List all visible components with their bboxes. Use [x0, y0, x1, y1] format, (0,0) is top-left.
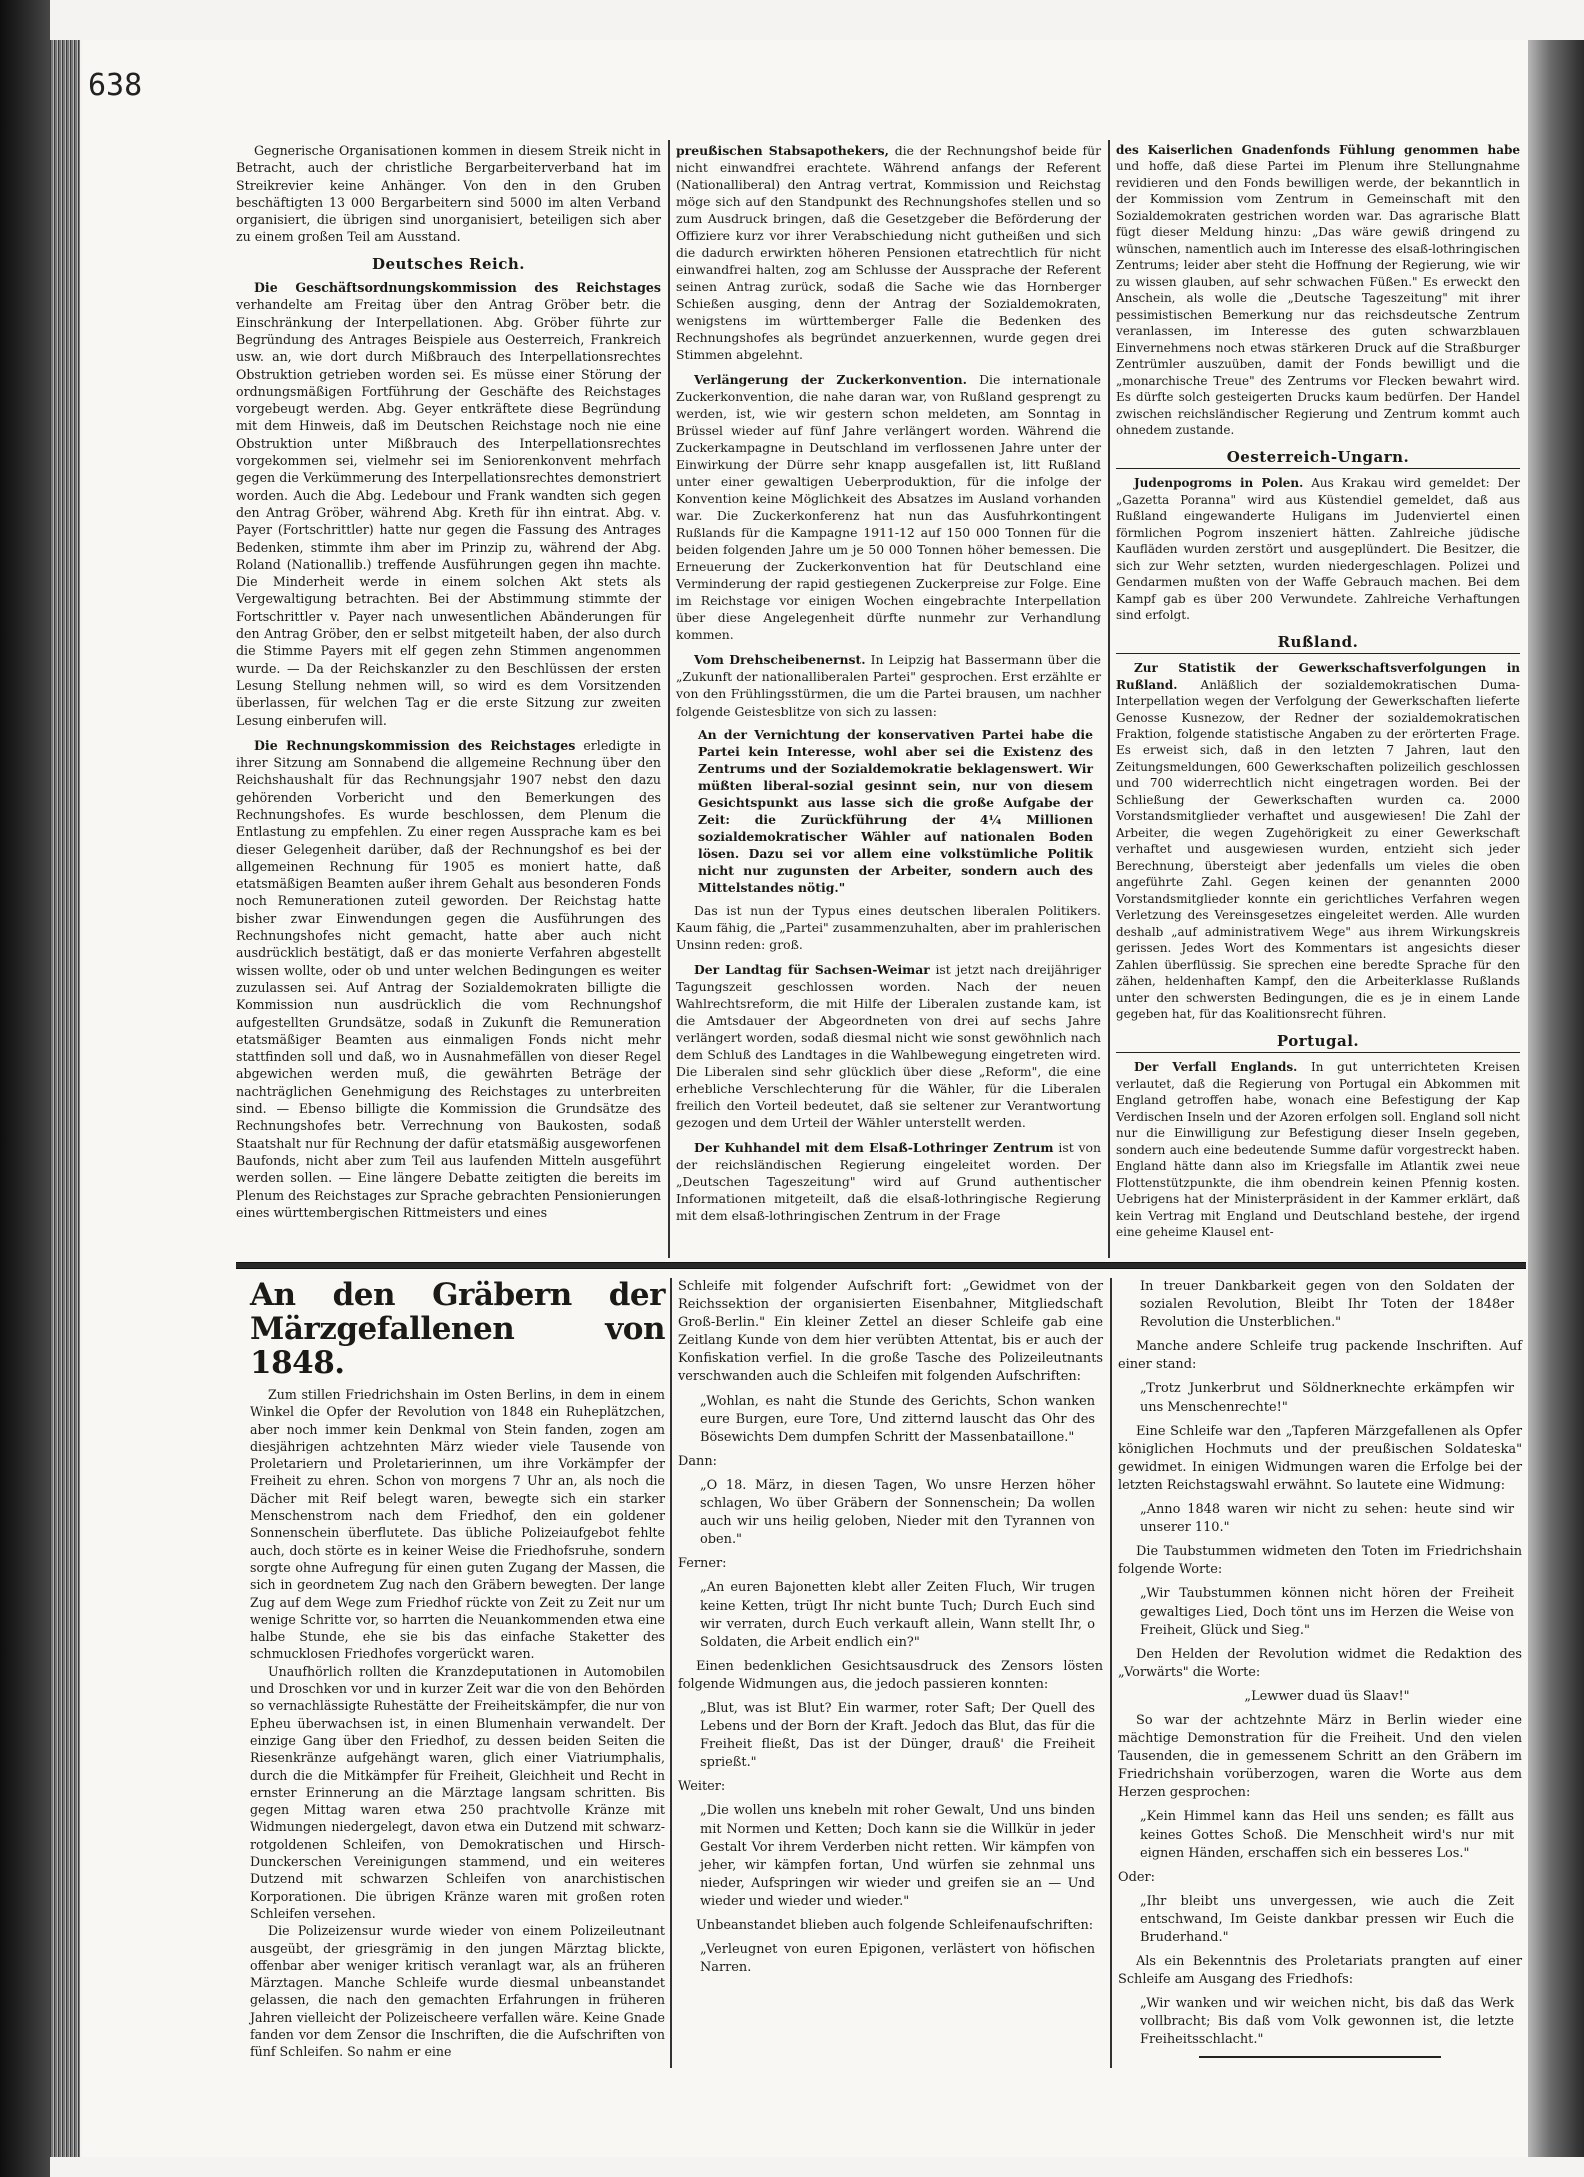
article-typus: Das ist nun der Typus eines deutschen liberalen Politikers. Kaum fähig, die „Partei" zusammenzuhalten, aber im prahlerischen Unsinn reden: groß. [676, 902, 1101, 952]
quote-text: „O 18. März, in diesen Tagen, Wo unsre Herzen höher schlagen, Wo über Gräbern der Sonnenschein; Da wollen auch wir uns heilig geloben, Nieder mit den Tyrannen von oben." [700, 1477, 1095, 1548]
article-body: In gut unterrichteten Kreisen verlautet, daß die Regierung von Portugal ein Abkommen mit England getroffen habe, wonach eine Befestigung der Kap Verdischen Inseln und der Azoren erfolgen soll. England soll nicht nur die Einwilligung zur Befestigung dieser Inseln gegeben, sondern auch eine bedeutende Summe dafür vorgestreckt haben. England hätte dann also im Kriegsfalle im Atlantik zwei neue Flottenstützpunkte, die ihm obendrein keinen Pfennig kosten. Uebrigens hat der Ministerpräsident in der Kammer erklärt, daß kein Vertrag mit England und Deutschland bestehe, der irgend eine geheime Klausel ent- [1116, 1060, 1520, 1240]
quote-text: „Blut, was ist Blut? Ein warmer, roter Saft; Der Quell des Lebens und der Born der Kraft. Jedoch das Blut, das für die Freiheit fließt, Das ist der Dünger, drauß' die Freiheit sprießt." [700, 1700, 1095, 1771]
ribbon-inscription [1118, 1278, 1522, 1332]
feature-column-1 [250, 1278, 665, 2061]
feature-paragraph: Die Taubstummen widmeten den Toten im Friedrichshain folgende Worte: [1118, 1544, 1522, 1578]
article-lead: Judenpogroms in Polen. [1134, 476, 1304, 491]
ribbon-inscription [678, 1477, 1103, 1549]
end-rule [1199, 2056, 1441, 2058]
article-landtag [676, 961, 1101, 1131]
article-gewerkschaftsverfolgungen [1116, 660, 1520, 1023]
article-lead: Verlängerung der Zuckerkonvention. [694, 372, 967, 388]
article-body: Die internationale Zuckerkonvention, die nahe daran war, von Rußland gesprengt zu werden, ist, wie wir gestern schon meldeten, am Sonntag in Brüssel wieder auf fünf Jahre verlängert worden. Während die Zuckerkampagne in Deutschland im verflossenen Jahre unter der Einwirkung der Dürre sehr knapp ausgefallen ist, litt Rußland unter einer gewaltigen Ueberproduktion, für die infolge der Konvention keine Möglichkeit des Absatzes im Ausland vorhanden war. Die Zuckerkonferenz hat nun das Ausfuhrkontingent Rußlands für die Kampagne 1911-12 auf 150 000 Tonnen für die beiden folgenden Jahre um je 50 000 Tonnen höher bemessen. Die Erneuerung der Zuckerkonvention hat für Deutschland eine Verminderung der rapid gestiegenen Zuckerpreise zur Folge. Eine im Reichstage vor einigen Wochen eingebrachte Interpellation über diese Angelegenheit dürfte nunmehr zur Verhandlung kommen. [676, 372, 1101, 643]
article-body: ist jetzt nach dreijähriger Tagungszeit geschlossen worden. Nach der neuen Wahlrechtsreform, die mit Hilfe der Liberalen zustande kam, ist die Amtsdauer der Abgeordneten von drei auf sechs Jahre verlängert worden, sodaß diesmal nicht wie sonst gewöhnlich nach dem Schluß des Landtages in die Wahlbewegung eingetreten wird. Die Liberalen sind sehr glücklich über diese „Reform", die eine erhebliche Verschlechterung für die Wähler, für die Liberalen freilich den Vorteil bedeutet, daß sie seltener zur Verantwortung gezogen und dem Urteil der Wähler unterstellt werden. [676, 961, 1101, 1130]
article-lead: Die Geschäftsordnungskommission des Reichstages [254, 280, 661, 296]
quote-text: „An euren Bajonetten klebt aller Zeiten Fluch, Wir trugen keine Ketten, trügt Ihr nicht bunte Tuch; Durch Euch sind wir verraten, durch Euch verkauft allein, Wann stellt Ihr, o Soldaten, die Arbeit endlich ein?" [700, 1580, 1095, 1650]
book-spine [0, 0, 50, 2177]
feature-paragraph: Manche andere Schleife trug packende Inschriften. Auf einer stand: [1118, 1339, 1522, 1373]
quote-text: „Anno 1848 waren wir nicht zu sehen: heute sind wir unserer 110." [1140, 1502, 1514, 1536]
article-body: und hoffe, daß diese Partei im Plenum ihre Stellungnahme revidieren und den Fonds bewilligen werde, der bekanntlich in der Kommission vom Zentrum in Gemeinschaft mit den Sozialdemokraten gestrichen worden war. Das agrarische Blatt fügt dieser Meldung hinzu: „Das wäre gewiß dringend zu wünschen, namentlich auch im Interesse des elsaß-lothringischen Zentrums; leider aber steht die Hoffnung der Regierung, wie wir zu wissen glauben, auf sehr schwachen Füßen." Es erweckt den Anschein, als wolle die „Deutsche Tageszeitung" mit ihrer pessimistischen Bemerkung nur das reichsdeutsche Zentrum veranlassen, im Interesse des guten schwarzblauen Einvernehmens noch etwas stärkeren Druck auf die Straßburger Zentrümler auszuüben, damit der Fonds bewilligt und die „monarchische Treue" des Zentrums vor Flecken bewahrt wird. Es dürfte solch gesteigerten Drucks kaum bedürfen. Der Handel zwischen reichsländischer Regierung und Zentrum kommt auch ohnedem zustande. [1116, 159, 1520, 438]
ribbon-inscription [1118, 1688, 1522, 1706]
ribbon-inscription [678, 1579, 1103, 1651]
article-verfall-englands [1116, 1059, 1520, 1240]
section-heading-portugal: Portugal. [1116, 1033, 1520, 1053]
feature-paragraph: Unaufhörlich rollten die Kranzdeputationen in Automobilen und Droschken vor und in kurzer Zeit war die von den Behörden so vernachlässigte Ruhestätte der Freiheitskämpfer, die nur von Epheu überwachsen ist, in einen Blumenhain verwandelt. Der einzige Gang über den Friedhof, zu dessen beiden Seiten die Riesenkränze aufgehängt waren, glich einer Viatriumphalis, durch die die Mitkämpfer für Freiheit, Gleichheit und Recht in ernster Erinnerung an die Märztage langsam schritten. Bis gegen Mittag waren etwa 250 prachtvolle Kränze mit Widmungen niedergelegt, davon etwa ein Dutzend mit schwarz-rotgoldenen Schleifen, von Demokratischen und Hirsch-Dunckerschen Vereinigungen stammend, und ein weiteres Dutzend mit schwarzen Schleifen von anarchistischen Korporationen. Die übrigen Kränze waren mit großen roten Schleifen versehen. [250, 1663, 665, 1921]
article-body: In Leipzig hat Bassermann über die „Zukunft der nationalliberalen Partei" gesprochen. Erst erzählte er von den Frühlingsstürmen, die um die Partei brausen, um nachher folgende Geistesblitze von sich zu lassen: [676, 652, 1101, 719]
quote-text: In treuer Dankbarkeit gegen von den Soldaten der sozialen Revolution, Bleibt Ihr Toten der 1848er Revolution die Unsterblichen." [1140, 1279, 1514, 1331]
article-lead: preußischen Stabsapothekers, [676, 143, 889, 158]
feature-paragraph: Zum stillen Friedrichshain im Osten Berlins, in dem in einem Winkel die Opfer der Revolution von 1848 ein Ruheplätzchen, aber noch immer kein Denkmal von Stein fanden, zogen am diesjährigen achtzehnten März wieder viele Tausende von Proletariern und Proletarierinnen, um ihre Vorkämpfer der Freiheit zu ehren. Schon von morgens 7 Uhr an, als noch die Dächer mit Reif belegt waren, bewegte sich ein starker Menschenstrom nach dem Friedhof, den ein goldener Sonnenschein überflutete. Das übliche Polizeiaufgebot fehlte auch, doch störte es in keiner Weise die Friedhofsruhe, sondern sorgte ohne Aufregung für einen guten Zugang der Massen, die sich in geordnetem Zug nach den Gräbern bewegten. Der lange Zug auf dem Wege zum Friedhof rückte von Zeit zu Zeit nur um wenige Schritte vor, so harrten die Neuankommenden etwa eine halbe Stunde, ehe sie bis das einfache Staketter des schmucklosen Friedhofes vorgerückt waren. [250, 1387, 665, 1662]
article-lead: Die Rechnungskommission des Reichstages [254, 737, 576, 753]
intro-paragraph: Gegnerische Organisationen kommen in diesem Streik nicht in Betracht, auch der christliche Bergarbeiterverband hat im Streikrevier keine Anhänger. Von den in den Gruben beschäftigten 13 000 Bergarbeitern sind 5000 im alten Verband organisiert, die übrigen sind unorganisiert, beteiligen sich aber zu einem großen Teil am Ausstand. [236, 143, 661, 245]
article-gnadenfonds [1116, 142, 1520, 439]
article-zuckerkonvention [676, 371, 1101, 643]
feature-paragraph: Unbeanstandet blieben auch folgende Schleifenaufschriften: [696, 1918, 1094, 1933]
page-stack-edge [50, 40, 80, 2157]
ribbon-inscription [678, 1802, 1103, 1911]
article-lead: Der Kuhhandel mit dem Elsaß-Lothringer Zentrum [694, 1139, 1054, 1155]
article-body: die der Rechnungshof beide für nicht einwandfrei erachtete. Während anfangs der Referent (Nationalliberal) den Antrag vertrat, Kommission und Reichstag möge sich auf den Standpunkt des Rechnungshofes stellen und so zum Ausdruck bringen, daß die Gesetzgeber die Beförderung der Offiziere kurz vor ihrer Verabschiedung nicht gutheißen und sich die dadurch erwirkten höheren Pensionen etatrechtlich für nicht einwandfrei halten, zog am Schlusse der Aussprache der Referent seinen Antrag zurück, sodaß die Sache wie das Hornberger Schießen ausging, denn der Antrag der Sozialdemokraten, wenigstens im württemberger Falle die Bedenken des Rechnungshofes als begründet anzuerkennen, wurde gegen drei Stimmen abgelehnt. [676, 143, 1101, 363]
article-lead: des Kaiserlichen Gnadenfonds Fühlung genommen habe [1116, 143, 1520, 157]
ribbon-inscription [678, 1393, 1103, 1447]
article-drehscheibenernst [676, 651, 1101, 719]
feature-paragraph: Schleife mit folgender Aufschrift fort: „Gewidmet von der Reichssektion der organisierten Eisenbahner, Mitgliedschaft Groß-Berlin." Ein kleiner Zettel an dieser Schleife gab eine Zeitlang Kunde von dem hier verübten Attentat, bis er auch der Konfiskation verfiel. In die große Tasche des Polizeileutnants verschwanden auch die Schleifen mit folgenden Aufschriften: [678, 1279, 1103, 1385]
quote-text: „Die wollen uns knebeln mit roher Gewalt, Und uns binden mit Normen und Ketten; Doch kann sie die Willkür in jeder Gestalt Vor ihrem Verderben nicht retten. Wir kämpfen von jeher, wir kämpfen fortan, Und würfen sie zehnmal uns nieder, Aufspringen wir wieder und greifen sie an — Und wieder und wieder und wieder." [700, 1803, 1095, 1909]
feature-paragraph: Als ein Bekenntnis des Proletariats prangten auf einer Schleife am Ausgang des Friedhofs: [1118, 1954, 1522, 1988]
ribbon-inscription [1118, 1995, 1522, 2049]
article-body: erledigte in ihrer Sitzung am Sonnabend die allgemeine Rechnung über den Reichshaushalt für das Rechnungsjahr 1907 nebst den dazu gehörenden Vorbericht und den Bemerkungen des Rechnungshofes. Es wurde beschlossen, dem Plenum die Entlastung zu empfehlen. Zu einer regen Aussprache kam es bei dieser Gelegenheit darüber, daß der Rechnungshof es bei der allgemeinen Rechnung für 1905 es moniert hatte, daß etatsmäßigen Beamten außer ihrem Gehalt aus besonderen Fonds noch Remunerationen zuteil geworden. Der Reichstag hatte bisher zwar Einwendungen gegen die Ausführungen des Rechnungshofes nicht gemacht, hatte aber auch nicht ausdrücklich bestätigt, daß er das monierte Verfahren abgestellt wissen wollte, oder ob und unter welchen Bedingungen es weiter zuzulassen sei. Auf Antrag der Sozialdemokraten billigte die Kommission nun ausdrücklich die vom Rechnungshof aufgestellten Grundsätze, sodaß in Zukunft die Remuneration etatsmäßiger Beamten aus einmaligen Fonds nicht mehr stattfinden soll und daß, wo in Ausnahmefällen von dieser Regel abgewichen werden muß, die gewährten Beträge der nachträglichen Genehmigung des Reichstages zu unterbreiten sind. — Ebenso billigte die Kommission die Grundsätze des Rechnungshofes betr. Verrechnung von Baukosten, sodaß Staatshalt nur für Rechnung der dafür etatsmäßig ausgeworfenen Baufonds, nicht aber zum Teil aus laufenden Mitteln ausgeführt werden sollen. — Eine längere Debatte zeitigten die bereits im Plenum des Reichstages zur Sprache gebrachten Pensionierungen eines württembergischen Rittmeisters und eines [236, 737, 661, 1220]
feature-paragraph: So war der achtzehnte März in Berlin wieder eine mächtige Demonstration für die Freiheit. Und den vielen Tausenden, die in gemessenem Schritt an den Gräbern im Friedrichshain vorüberzogen, waren die Worte aus dem Herzen gesprochen: [1118, 1712, 1522, 1801]
feature-paragraph: Eine Schleife war den „Tapferen Märzgefallenen als Opfer königlichen Hochmuts und der preußischen Soldateska" gewidmet. In einigen Widmungen waren die Erfolge bei der letzten Reichstagswahl erwähnt. So lautete eine Widmung: [1118, 1423, 1522, 1493]
feature-label: Oder: [1118, 1869, 1155, 1885]
quote-text: „Wohlan, es naht die Stunde des Gerichts, Schon wanken eure Burgen, eure Tore, Und zitternd lauscht das Ohr des Bösewichts Dem dumpfen Schritt der Massenbataillone." [700, 1393, 1095, 1445]
section-heading-oesterreich-ungarn: Oesterreich-Ungarn. [1116, 449, 1520, 469]
article-body: ist von der reichsländischen Regierung eingeleitet worden. Der „Deutschen Tageszeitung" wird auf Grund authentischer Informationen mitgeteilt, daß die elsaß-lothringische Regierung mit dem elsaß-lothringischen Zentrum in der Frage [676, 1139, 1101, 1223]
feature-paragraph: Einen bedenklichen Gesichtsausdruck des Zensors lösten folgende Widmungen aus, die jedoch passieren konnten: [678, 1658, 1103, 1692]
feature-label: Ferner: [678, 1556, 727, 1572]
article-judenpogroms [1116, 475, 1520, 623]
ribbon-inscription [678, 1700, 1103, 1772]
article-body: Aus Krakau wird gemeldet: Der „Gazetta Poranna" wird aus Küstendiel gemeldet, daß aus Rußland eingewanderte Huligans im Judenviertel einen förmlichen Pogrom inszeniert hätten. Zahlreiche jüdische Kaufläden wurden zerstört und ausgeplündert. Die Besitzer, die sich zur Wehr setzten, wurden niedergeschlagen. Polizei und Gendarmen mußten von der Waffe Gebrauch machen. Bei dem Kampf gab es über 200 Verwundete. Zahlreiche Verhaftungen sind erfolgt. [1116, 476, 1521, 623]
article-body: Anläßlich der sozialdemokratischen Duma-Interpellation wegen der Verfolgung der Gewerkschaften lieferte Genosse Kusnezow, der Redner der sozialdemokratischen Fraktion, folgende statistische Angaben zu der erörterten Frage. Es erweist sich, daß in den letzten 7 Jahren, laut den Zeitungsmeldungen, 600 Gewerkschaften polizeilich geschlossen und 700 widerrechtlich nicht eingetragen worden. Bei der Schließung der Gewerkschaften wurden ca. 2000 Vorstandsmitglieder verhaftet und ausgewiesen! Die Zahl der Arbeiter, die wegen Zugehörigkeit zu einer Gewerkschaft verhaftet und ausgewiesen wurden, entzieht sich jeder Berechnung, übersteigt aber jedenfalls um vieles die oben angeführte Zahl. Gegen keinen der genannten 2000 Vorstandsmitglieder konnte ein gerichtliches Verfahren wegen Verletzung des Vereinsgesetzes eingeleitet werden. Alle wurden deshalb „auf administrativem Wege" aus ihrem Wirkungskreis gerissen. Jedes Wort des Kommentars ist angesichts dieser Zahlen überflüssig. Sie sprechen eine beredte Sprache für den zähen, heldenhaften Kampf, den die Arbeiterklasse Rußlands unter den schwersten Bedingungen, die es je in einem Lande gegeben hat, für das Koalitionsrecht führen. [1116, 677, 1520, 1022]
ribbon-inscription [1118, 1380, 1522, 1416]
column-divider [668, 140, 670, 1258]
article-stabsapotheker [676, 142, 1101, 363]
quote-bassermann [676, 726, 1101, 896]
article-rechnungskommission [236, 737, 661, 1221]
feature-paragraph: Die Polizeizensur wurde wieder von einem Polizeileutnant ausgeübt, der griesgrämig in den jungen Märztag blickte, offenbar aber weniger kritisch veranlagt war, als an früheren Märztagen. Manche Schleife wurde diesmal unbeanstandet gelassen, die nach den gemachten Erfahrungen in früheren Jahren vielleicht der Polizeischeere verfallen wäre. Keine Gnade fanden vor dem Zensor die Inschriften, die die Aufschriften von fünf Schleifen. So nahm er eine [250, 1923, 665, 2060]
feature-headline: An den Gräbern der Märzgefallenen von 1848. [250, 1277, 665, 1381]
quote-text: An der Vernichtung der konservativen Partei habe die Partei kein Interesse, wohl aber sei die Existenz des Zentrums und der Sozialdemokratie beklagenswert. Wir müßten liberal-sozial gesinnt sein, nur von diesem Gesichtspunkt aus lasse sich die große Aufgabe der Zeit: die Zurückführung der 4¼ Millionen sozialdemokratischer Wähler auf nationalen Boden lösen. Dazu sei vor allem eine volkstümliche Politik nicht nur zugunsten der Arbeiter, sondern auch des Mittelstandes nötig." [698, 726, 1093, 895]
column-divider [670, 1278, 672, 2068]
ribbon-inscription [1118, 1501, 1522, 1537]
quote-text: „Wir Taubstummen können nicht hören der Freiheit gewaltiges Lied, Doch tönt uns im Herzen die Weise von Freiheit, Glück und Sieg." [1140, 1586, 1514, 1638]
column-1 [236, 142, 661, 1221]
ribbon-inscription [678, 1941, 1103, 1977]
feature-label: Weiter: [678, 1779, 726, 1795]
article-lead: Vom Drehscheibenernst. [694, 652, 866, 668]
column-2 [676, 142, 1101, 1224]
article-kuhhandel [676, 1139, 1101, 1224]
article-geschaeftsordnung [236, 279, 661, 729]
article-lead: Der Landtag für Sachsen-Weimar [694, 961, 930, 977]
article-body: verhandelte am Freitag über den Antrag Gröber betr. die Einschränkung der Interpellationen. Abg. Gröber führte zur Begründung des Antrages Beispiele aus Oesterreich, Frankreich usw. an, wie dort durch Mißbrauch des Interpellationsrechtes Obstruktion getrieben worden sei. Es müsse einer Störung der ordnungsmäßigen Fortführung der Geschäfte des Reichstages vorgebeugt werden. Abg. Geyer entkräftete diese Begründung mit dem Hinweis, daß im Deutschen Reichstage noch nie eine Obstruktion unter Mißbrauch des Interpellationsrechtes vorgekommen sei, vielmehr sei im Seniorenkonvent mehrfach gegen die Verkümmerung des Interpellationsrechtes demonstriert worden. Auch die Abg. Ledebour und Frank wandten sich gegen den Antrag Gröber, während Abg. Kreth für ihn eintrat. Abg. v. Payer (Fortschrittler) hatte nur gegen die Fassung des Antrages Bedenken, stimmte ihm aber im Prinzip zu, während der Abg. Roland (Nationallib.) treffende Ausführungen gegen ihn machte. Die Minderheit werde in einem solchen Akt stets als Vergewaltigung betrachten. Bei der Abstimmung stimmte der Fortschrittler v. Payer nach unwesentlichen Abänderungen für den Antrag Gröber, den er selbst mitgeteilt haben, der also durch die Stimme Payers mit elf gegen zehn Stimmen angenommen wurde. — Da der Reichskanzler zu den Beschlüssen der ersten Lesung Stellung nehmen will, so wird es dem Vorsitzenden überlassen, für welchen Tag er die erste Sitzung zur zweiten Lesung einberufen will. [236, 297, 661, 728]
feature-column-3 [1118, 1278, 1522, 2062]
ribbon-inscription [1118, 1808, 1522, 1862]
quote-text: „Ihr bleibt uns unvergessen, wie auch die Zeit entschwand, Im Geiste dankbar pressen wir Euch die Bruderhand." [1140, 1893, 1514, 1945]
quote-text: „Lewwer duad üs Slaav!" [1244, 1688, 1410, 1704]
feature-paragraph: Den Helden der Revolution widmet die Redaktion des „Vorwärts" die Worte: [1118, 1646, 1522, 1680]
ribbon-inscription [1118, 1893, 1522, 1947]
right-page-edge [1528, 40, 1584, 2157]
quote-text: „Verleugnet von euren Epigonen, verlästert von höfischen Narren. [700, 1942, 1095, 1976]
page-number: 638 [88, 68, 143, 103]
feature-label: Dann: [678, 1453, 717, 1469]
column-divider [1110, 1278, 1112, 2068]
article-lead: Der Verfall Englands. [1134, 1060, 1298, 1075]
section-heading-russland: Rußland. [1116, 634, 1520, 654]
ribbon-inscription [1118, 1585, 1522, 1639]
quote-text: „Wir wanken und wir weichen nicht, bis daß das Werk vollbracht; Bis daß vom Volk gewonnen ist, die letzte Freiheitsschlacht." [1140, 1996, 1514, 2048]
section-separator [236, 1262, 1526, 1269]
column-3 [1116, 142, 1520, 1241]
feature-column-2 [678, 1278, 1103, 1983]
section-heading-deutsches-reich: Deutsches Reich. [371, 254, 526, 273]
column-divider [1108, 140, 1110, 1258]
quote-text: „Trotz Junkerbrut und Söldnerknechte erkämpfen wir uns Menschenrechte!" [1140, 1381, 1514, 1415]
article-lead: Zur Statistik der Gewerkschaftsverfolgungen in Rußland. [1116, 661, 1520, 692]
quote-text: „Kein Himmel kann das Heil uns senden; es fällt aus keines Gottes Schoß. Die Menschheit wird's nur mit eignen Händen, erschaffen sich ein besseres Los." [1140, 1809, 1514, 1861]
